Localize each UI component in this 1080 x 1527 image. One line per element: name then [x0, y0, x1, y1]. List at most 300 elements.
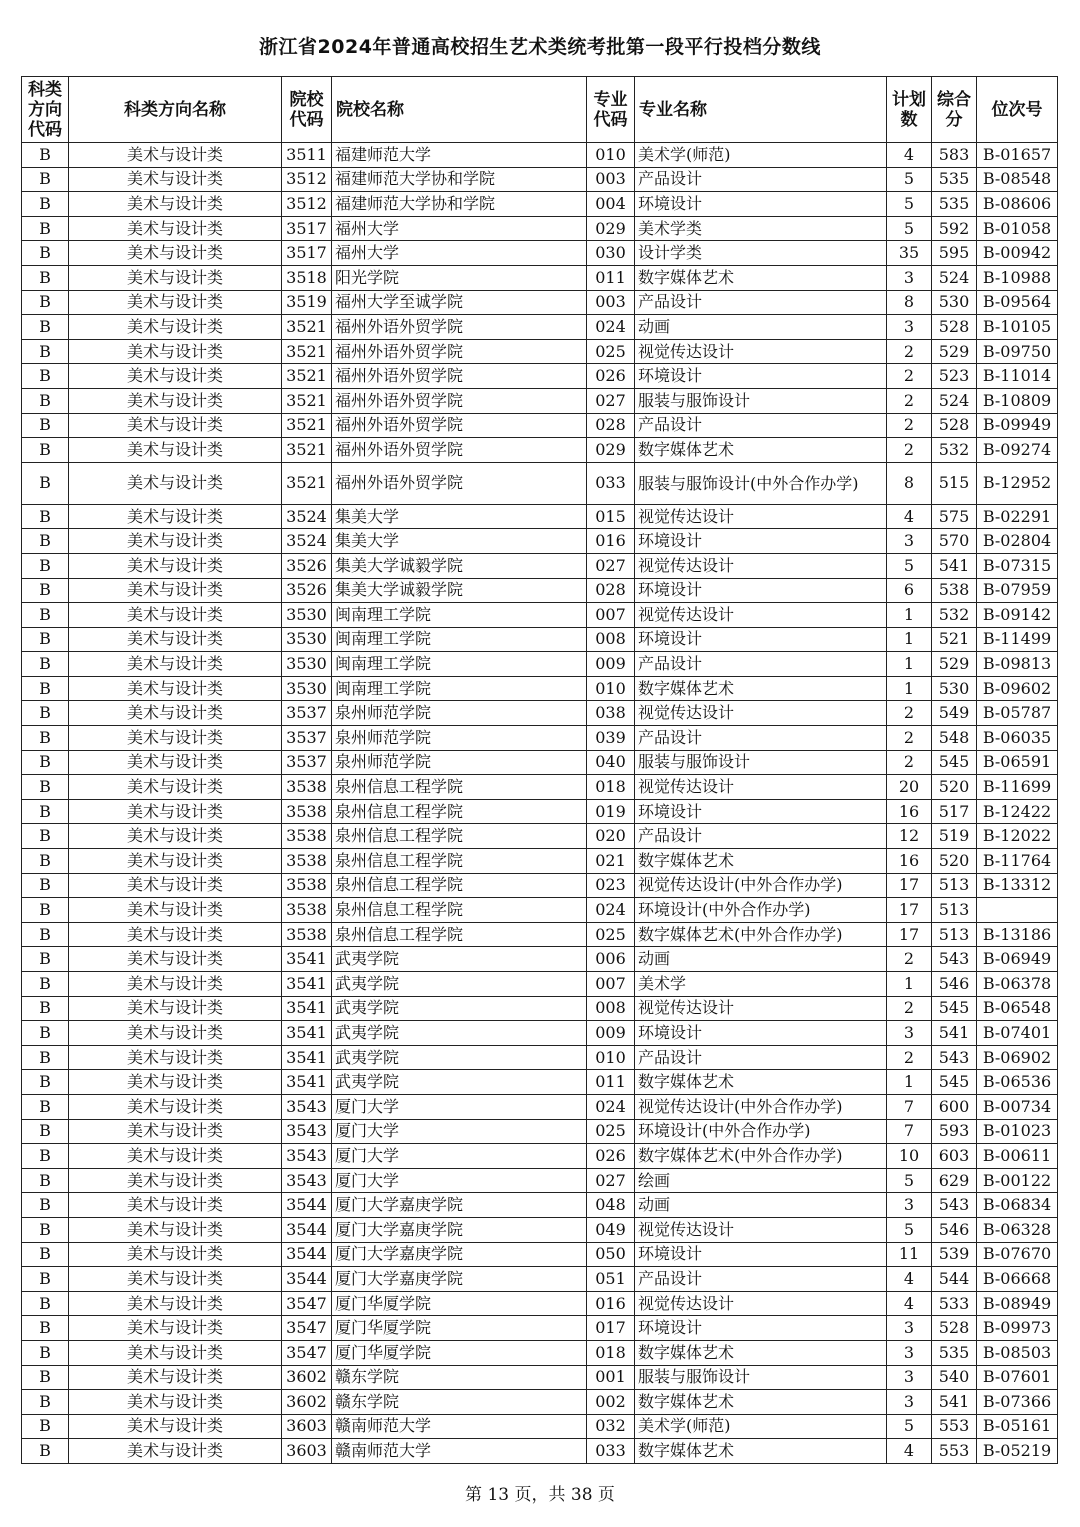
cell-major-name: 动画: [635, 1193, 887, 1218]
cell-major-code: 008: [587, 627, 635, 652]
cell-school-code: 3538: [282, 922, 332, 947]
cell-school-code: 3517: [282, 216, 332, 241]
cell-major-name: 环境设计: [635, 1316, 887, 1341]
cell-school-name: 福州大学: [332, 216, 587, 241]
cell-plan-count: 11: [887, 1242, 932, 1267]
cell-school-name: 泉州信息工程学院: [332, 922, 587, 947]
cell-major-name: 环境设计(中外合作办学): [635, 1119, 887, 1144]
cell-category-code: B: [22, 996, 69, 1021]
cell-score: 529: [932, 339, 977, 364]
cell-score: 520: [932, 775, 977, 800]
cell-category-name: 美术与设计类: [69, 922, 282, 947]
cell-plan-count: 3: [887, 1021, 932, 1046]
cell-school-name: 集美大学: [332, 529, 587, 554]
cell-category-name: 美术与设计类: [69, 1119, 282, 1144]
cell-school-code: 3603: [282, 1414, 332, 1439]
cell-category-code: B: [22, 1144, 69, 1169]
cell-score: 519: [932, 824, 977, 849]
cell-school-code: 3541: [282, 972, 332, 997]
cell-school-code: 3543: [282, 1094, 332, 1119]
cell-school-name: 泉州信息工程学院: [332, 775, 587, 800]
cell-plan-count: 4: [887, 1267, 932, 1292]
cell-school-code: 3544: [282, 1267, 332, 1292]
cell-school-code: 3521: [282, 364, 332, 389]
table-row: [22, 1168, 1058, 1193]
cell-score: 545: [932, 1070, 977, 1095]
cell-category-name: 美术与设计类: [69, 388, 282, 413]
cell-school-name: 厦门华厦学院: [332, 1316, 587, 1341]
cell-school-name: 泉州师范学院: [332, 726, 587, 751]
cell-plan-count: 17: [887, 922, 932, 947]
cell-school-code: 3530: [282, 603, 332, 628]
cell-category-code: B: [22, 1070, 69, 1095]
cell-rank: B-05161: [977, 1414, 1058, 1439]
cell-score: 546: [932, 972, 977, 997]
cell-category-name: 美术与设计类: [69, 1193, 282, 1218]
cell-plan-count: 4: [887, 1439, 932, 1464]
cell-rank: B-06548: [977, 996, 1058, 1021]
table-row: [22, 1291, 1058, 1316]
cell-plan-count: 2: [887, 388, 932, 413]
table-row: [22, 1119, 1058, 1144]
cell-score: 513: [932, 898, 977, 923]
cell-plan-count: 3: [887, 1365, 932, 1390]
table-row: [22, 1390, 1058, 1415]
cell-school-name: 福州外语外贸学院: [332, 364, 587, 389]
cell-major-name: 数字媒体艺术: [635, 1340, 887, 1365]
cell-category-code: B: [22, 750, 69, 775]
cell-school-name: 武夷学院: [332, 996, 587, 1021]
cell-school-name: 闽南理工学院: [332, 627, 587, 652]
cell-major-code: 029: [587, 216, 635, 241]
cell-score: 533: [932, 1291, 977, 1316]
cell-major-code: 027: [587, 1168, 635, 1193]
table-row: [22, 1414, 1058, 1439]
cell-category-name: 美术与设计类: [69, 578, 282, 603]
cell-major-name: 绘画: [635, 1168, 887, 1193]
table-row: [22, 1094, 1058, 1119]
cell-major-name: 环境设计: [635, 192, 887, 217]
admission-score-table: [21, 76, 1058, 1464]
cell-school-code: 3521: [282, 462, 332, 504]
cell-plan-count: 17: [887, 873, 932, 898]
cell-rank: B-00611: [977, 1144, 1058, 1169]
table-row: [22, 578, 1058, 603]
table-row: [22, 143, 1058, 168]
cell-score: 570: [932, 529, 977, 554]
cell-major-code: 039: [587, 726, 635, 751]
cell-major-code: 020: [587, 824, 635, 849]
cell-rank: B-05787: [977, 701, 1058, 726]
cell-rank: B-01058: [977, 216, 1058, 241]
cell-school-code: 3521: [282, 339, 332, 364]
cell-major-name: 视觉传达设计: [635, 603, 887, 628]
cell-category-code: B: [22, 315, 69, 340]
table-row: [22, 265, 1058, 290]
cell-rank: B-08949: [977, 1291, 1058, 1316]
cell-category-name: 美术与设计类: [69, 726, 282, 751]
cell-major-name: 产品设计: [635, 1267, 887, 1292]
cell-score: 541: [932, 1021, 977, 1046]
table-row: [22, 553, 1058, 578]
header-school-code: 院校代码: [282, 77, 332, 143]
cell-category-code: B: [22, 1217, 69, 1242]
cell-major-name: 环境设计: [635, 578, 887, 603]
table-row: [22, 898, 1058, 923]
cell-major-code: 003: [587, 290, 635, 315]
cell-school-name: 赣东学院: [332, 1390, 587, 1415]
cell-rank: B-00942: [977, 241, 1058, 266]
cell-rank: B-08503: [977, 1340, 1058, 1365]
cell-score: 528: [932, 413, 977, 438]
cell-rank: B-01023: [977, 1119, 1058, 1144]
cell-major-name: 环境设计: [635, 1242, 887, 1267]
table-row: [22, 947, 1058, 972]
cell-school-code: 3519: [282, 290, 332, 315]
cell-school-name: 福州外语外贸学院: [332, 315, 587, 340]
cell-major-code: 008: [587, 996, 635, 1021]
cell-school-name: 泉州信息工程学院: [332, 824, 587, 849]
cell-plan-count: 2: [887, 438, 932, 463]
cell-school-code: 3541: [282, 996, 332, 1021]
cell-major-name: 视觉传达设计(中外合作办学): [635, 873, 887, 898]
cell-school-code: 3547: [282, 1291, 332, 1316]
table-row: [22, 799, 1058, 824]
cell-category-code: B: [22, 216, 69, 241]
cell-school-name: 福州大学至诚学院: [332, 290, 587, 315]
cell-plan-count: 16: [887, 799, 932, 824]
cell-plan-count: 4: [887, 143, 932, 168]
cell-category-code: B: [22, 972, 69, 997]
cell-plan-count: 3: [887, 315, 932, 340]
cell-school-code: 3524: [282, 504, 332, 529]
cell-major-code: 025: [587, 339, 635, 364]
cell-school-name: 厦门华厦学院: [332, 1340, 587, 1365]
table-row: [22, 339, 1058, 364]
cell-category-name: 美术与设计类: [69, 652, 282, 677]
cell-plan-count: 2: [887, 413, 932, 438]
header-school-name: 院校名称: [332, 77, 587, 143]
cell-school-name: 闽南理工学院: [332, 652, 587, 677]
cell-rank: B-02291: [977, 504, 1058, 529]
cell-major-code: 004: [587, 192, 635, 217]
cell-major-name: 产品设计: [635, 726, 887, 751]
cell-school-name: 厦门大学嘉庚学院: [332, 1193, 587, 1218]
table-row: [22, 1267, 1058, 1292]
cell-category-code: B: [22, 167, 69, 192]
cell-category-name: 美术与设计类: [69, 265, 282, 290]
cell-category-code: B: [22, 701, 69, 726]
cell-category-name: 美术与设计类: [69, 143, 282, 168]
table-row: [22, 1439, 1058, 1464]
cell-score: 603: [932, 1144, 977, 1169]
cell-school-code: 3541: [282, 1070, 332, 1095]
cell-rank: B-06949: [977, 947, 1058, 972]
cell-score: 543: [932, 1045, 977, 1070]
cell-plan-count: 1: [887, 627, 932, 652]
cell-school-code: 3538: [282, 873, 332, 898]
cell-score: 539: [932, 1242, 977, 1267]
header-category-code: 科类方向代码: [22, 77, 69, 143]
cell-score: 553: [932, 1414, 977, 1439]
cell-school-code: 3537: [282, 750, 332, 775]
cell-category-name: 美术与设计类: [69, 1439, 282, 1464]
cell-major-name: 视觉传达设计: [635, 1217, 887, 1242]
cell-score: 595: [932, 241, 977, 266]
cell-school-code: 3521: [282, 438, 332, 463]
cell-school-code: 3537: [282, 726, 332, 751]
cell-major-code: 009: [587, 652, 635, 677]
header-major-code: 专业代码: [587, 77, 635, 143]
cell-school-code: 3543: [282, 1119, 332, 1144]
cell-score: 532: [932, 603, 977, 628]
cell-category-name: 美术与设计类: [69, 996, 282, 1021]
table-row: [22, 922, 1058, 947]
cell-school-code: 3541: [282, 1021, 332, 1046]
cell-score: 545: [932, 996, 977, 1021]
table-row: [22, 315, 1058, 340]
cell-major-name: 数字媒体艺术: [635, 438, 887, 463]
cell-category-code: B: [22, 922, 69, 947]
cell-category-name: 美术与设计类: [69, 504, 282, 529]
cell-rank: B-07401: [977, 1021, 1058, 1046]
cell-major-name: 环境设计: [635, 627, 887, 652]
cell-plan-count: 17: [887, 898, 932, 923]
cell-school-name: 武夷学院: [332, 972, 587, 997]
cell-category-name: 美术与设计类: [69, 947, 282, 972]
cell-school-code: 3547: [282, 1340, 332, 1365]
cell-category-code: B: [22, 726, 69, 751]
cell-major-name: 美术学(师范): [635, 1414, 887, 1439]
cell-category-name: 美术与设计类: [69, 167, 282, 192]
cell-major-name: 视觉传达设计: [635, 339, 887, 364]
cell-rank: B-11014: [977, 364, 1058, 389]
cell-major-name: 视觉传达设计: [635, 1291, 887, 1316]
table-row: [22, 1365, 1058, 1390]
table-row: [22, 167, 1058, 192]
cell-category-code: B: [22, 1193, 69, 1218]
cell-major-name: 美术学: [635, 972, 887, 997]
cell-major-name: 环境设计: [635, 799, 887, 824]
cell-rank: B-11699: [977, 775, 1058, 800]
cell-rank: B-13312: [977, 873, 1058, 898]
cell-school-name: 武夷学院: [332, 1070, 587, 1095]
cell-category-code: B: [22, 1316, 69, 1341]
cell-rank: [977, 898, 1058, 923]
table-row: [22, 504, 1058, 529]
cell-school-name: 泉州信息工程学院: [332, 799, 587, 824]
cell-category-code: B: [22, 799, 69, 824]
page-footer: 第 13 页，共 38 页: [465, 1485, 615, 1505]
cell-school-name: 厦门大学嘉庚学院: [332, 1217, 587, 1242]
cell-school-code: 3517: [282, 241, 332, 266]
cell-category-code: B: [22, 143, 69, 168]
cell-major-name: 环境设计: [635, 364, 887, 389]
table-row: [22, 438, 1058, 463]
cell-score: 544: [932, 1267, 977, 1292]
cell-major-name: 动画: [635, 315, 887, 340]
cell-major-code: 019: [587, 799, 635, 824]
cell-category-name: 美术与设计类: [69, 972, 282, 997]
cell-school-name: 阳光学院: [332, 265, 587, 290]
cell-plan-count: 3: [887, 1316, 932, 1341]
cell-major-code: 025: [587, 1119, 635, 1144]
cell-category-code: B: [22, 849, 69, 874]
cell-score: 592: [932, 216, 977, 241]
cell-plan-count: 2: [887, 947, 932, 972]
cell-rank: B-09750: [977, 339, 1058, 364]
cell-school-code: 3541: [282, 1045, 332, 1070]
cell-school-code: 3521: [282, 315, 332, 340]
cell-major-code: 024: [587, 1094, 635, 1119]
cell-major-name: 产品设计: [635, 413, 887, 438]
cell-plan-count: 5: [887, 1414, 932, 1439]
cell-plan-count: 4: [887, 504, 932, 529]
cell-category-name: 美术与设计类: [69, 603, 282, 628]
cell-score: 530: [932, 676, 977, 701]
cell-score: 528: [932, 315, 977, 340]
cell-category-code: B: [22, 529, 69, 554]
cell-category-code: B: [22, 1094, 69, 1119]
cell-score: 523: [932, 364, 977, 389]
cell-school-name: 闽南理工学院: [332, 603, 587, 628]
cell-school-code: 3541: [282, 947, 332, 972]
cell-category-code: B: [22, 1267, 69, 1292]
cell-major-code: 021: [587, 849, 635, 874]
cell-school-code: 3538: [282, 898, 332, 923]
table-row: [22, 652, 1058, 677]
cell-plan-count: 2: [887, 701, 932, 726]
cell-score: 513: [932, 873, 977, 898]
cell-category-name: 美术与设计类: [69, 1340, 282, 1365]
cell-category-name: 美术与设计类: [69, 824, 282, 849]
cell-major-name: 数字媒体艺术: [635, 1070, 887, 1095]
cell-category-name: 美术与设计类: [69, 529, 282, 554]
cell-school-name: 福州大学: [332, 241, 587, 266]
cell-score: 541: [932, 1390, 977, 1415]
cell-major-name: 美术学(师范): [635, 143, 887, 168]
cell-category-name: 美术与设计类: [69, 701, 282, 726]
cell-category-name: 美术与设计类: [69, 1414, 282, 1439]
table-row: [22, 750, 1058, 775]
cell-category-code: B: [22, 1291, 69, 1316]
table-row: [22, 1340, 1058, 1365]
cell-score: 528: [932, 1316, 977, 1341]
cell-school-code: 3526: [282, 578, 332, 603]
cell-school-code: 3538: [282, 849, 332, 874]
cell-plan-count: 35: [887, 241, 932, 266]
cell-category-name: 美术与设计类: [69, 1021, 282, 1046]
cell-score: 532: [932, 438, 977, 463]
cell-major-code: 001: [587, 1365, 635, 1390]
cell-category-code: B: [22, 1168, 69, 1193]
cell-category-name: 美术与设计类: [69, 413, 282, 438]
cell-score: 543: [932, 947, 977, 972]
table-row: [22, 627, 1058, 652]
cell-major-code: 028: [587, 578, 635, 603]
cell-rank: B-07601: [977, 1365, 1058, 1390]
cell-school-name: 福州外语外贸学院: [332, 438, 587, 463]
cell-major-code: 025: [587, 922, 635, 947]
cell-category-code: B: [22, 1390, 69, 1415]
cell-school-name: 闽南理工学院: [332, 676, 587, 701]
table-row: [22, 1070, 1058, 1095]
cell-score: 513: [932, 922, 977, 947]
cell-category-name: 美术与设计类: [69, 898, 282, 923]
cell-plan-count: 5: [887, 192, 932, 217]
cell-major-name: 数字媒体艺术: [635, 1390, 887, 1415]
table-row: [22, 775, 1058, 800]
cell-score: 515: [932, 462, 977, 504]
cell-plan-count: 5: [887, 1217, 932, 1242]
table-row: [22, 388, 1058, 413]
cell-category-name: 美术与设计类: [69, 676, 282, 701]
cell-category-code: B: [22, 627, 69, 652]
cell-major-name: 产品设计: [635, 167, 887, 192]
cell-plan-count: 5: [887, 1168, 932, 1193]
header-category-name: 科类方向名称: [69, 77, 282, 143]
cell-major-name: 数字媒体艺术: [635, 849, 887, 874]
cell-major-code: 018: [587, 775, 635, 800]
cell-rank: B-09973: [977, 1316, 1058, 1341]
cell-category-code: B: [22, 388, 69, 413]
cell-rank: B-06668: [977, 1267, 1058, 1292]
cell-major-code: 033: [587, 462, 635, 504]
cell-rank: B-06378: [977, 972, 1058, 997]
cell-major-name: 设计学类: [635, 241, 887, 266]
cell-major-code: 024: [587, 315, 635, 340]
cell-school-name: 赣南师范大学: [332, 1414, 587, 1439]
table-row: [22, 726, 1058, 751]
table-row: [22, 1144, 1058, 1169]
cell-school-code: 3521: [282, 413, 332, 438]
cell-category-code: B: [22, 1439, 69, 1464]
cell-category-code: B: [22, 290, 69, 315]
cell-rank: B-12422: [977, 799, 1058, 824]
cell-plan-count: 2: [887, 364, 932, 389]
cell-category-code: B: [22, 339, 69, 364]
cell-school-code: 3511: [282, 143, 332, 168]
cell-plan-count: 3: [887, 1340, 932, 1365]
cell-category-code: B: [22, 192, 69, 217]
cell-school-name: 泉州信息工程学院: [332, 898, 587, 923]
cell-school-code: 3518: [282, 265, 332, 290]
header-plan: 计划数: [887, 77, 932, 143]
cell-rank: B-06834: [977, 1193, 1058, 1218]
cell-school-name: 福建师范大学协和学院: [332, 192, 587, 217]
cell-category-name: 美术与设计类: [69, 364, 282, 389]
table-row: [22, 849, 1058, 874]
cell-score: 535: [932, 1340, 977, 1365]
cell-major-name: 动画: [635, 947, 887, 972]
cell-category-code: B: [22, 1119, 69, 1144]
cell-major-code: 027: [587, 553, 635, 578]
cell-major-code: 017: [587, 1316, 635, 1341]
cell-rank: B-09602: [977, 676, 1058, 701]
table-row: [22, 192, 1058, 217]
cell-rank: B-11764: [977, 849, 1058, 874]
cell-major-name: 服装与服饰设计: [635, 750, 887, 775]
cell-rank: B-09949: [977, 413, 1058, 438]
cell-category-name: 美术与设计类: [69, 1217, 282, 1242]
cell-category-code: B: [22, 652, 69, 677]
cell-rank: B-07959: [977, 578, 1058, 603]
cell-school-name: 泉州信息工程学院: [332, 849, 587, 874]
cell-category-name: 美术与设计类: [69, 241, 282, 266]
cell-school-code: 3603: [282, 1439, 332, 1464]
cell-school-name: 福建师范大学协和学院: [332, 167, 587, 192]
cell-school-name: 泉州师范学院: [332, 750, 587, 775]
